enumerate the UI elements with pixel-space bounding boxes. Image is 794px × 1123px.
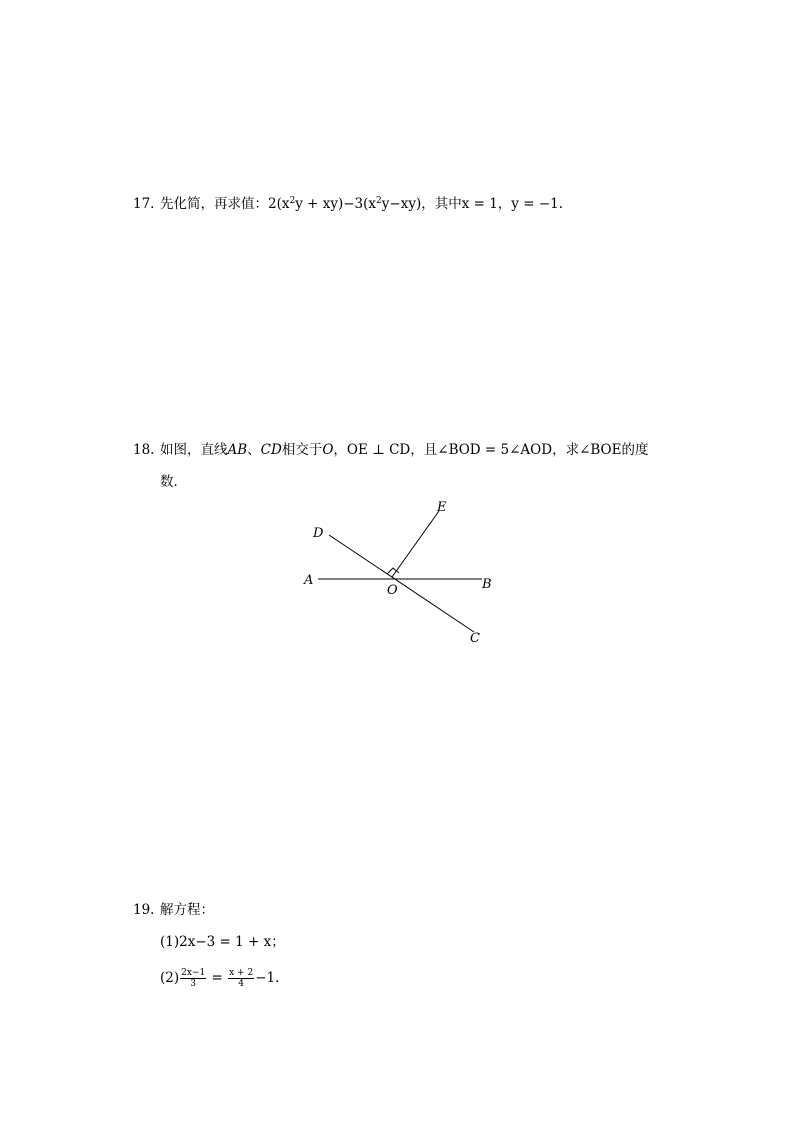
question-18-continuation: 数． — [160, 474, 187, 490]
question-17-intro: 先化简，再求值： — [160, 196, 268, 212]
question-17-expr-b: y + xy)−3(x — [295, 196, 377, 212]
equals-sign: = — [207, 970, 228, 986]
label-d: D — [313, 526, 324, 541]
question-18-number: 18. — [133, 442, 155, 458]
point-o-label: O — [322, 442, 334, 458]
part-2-prefix: (2) — [160, 970, 180, 986]
question-18-separator: 、 — [247, 442, 261, 458]
ray-oe — [392, 511, 439, 577]
line-dc — [329, 535, 474, 632]
fraction-left — [180, 968, 206, 989]
label-e: E — [437, 500, 447, 515]
question-17 — [133, 191, 563, 214]
geometry-figure — [296, 495, 506, 647]
label-o: O — [387, 583, 398, 598]
question-17-exponent-1: 2 — [289, 196, 296, 206]
line-ab-label: AB — [227, 442, 248, 458]
fraction-right-numerator: x + 2 — [229, 968, 254, 978]
fraction-right-denominator: 4 — [238, 979, 245, 989]
label-c: C — [470, 631, 480, 646]
question-19-part-1: (1)2x−3 = 1 + x； — [160, 934, 285, 950]
question-17-expr-c: y−xy)，其中x = 1，y = −1. — [381, 196, 564, 212]
question-18-text-2: 相交于 — [281, 442, 323, 458]
fraction-left-denominator: 3 — [190, 979, 197, 989]
question-19 — [133, 900, 214, 920]
label-b: B — [482, 577, 492, 592]
line-cd-label: CD — [260, 442, 282, 458]
question-19-part-2 — [160, 968, 279, 989]
question-17-exponent-2: 2 — [376, 196, 382, 206]
question-18-text-3: ，OE ⊥ CD，且∠BOD = 5∠AOD，求∠BOE的度 — [333, 442, 649, 458]
fraction-left-numerator: 2x−1 — [181, 968, 206, 978]
fraction-right — [228, 968, 254, 989]
question-17-number: 17. — [133, 196, 155, 212]
question-17-expr-a: 2(x — [268, 196, 290, 212]
label-a: A — [304, 573, 314, 588]
question-18 — [133, 440, 648, 460]
part-2-suffix: −1. — [255, 970, 280, 986]
question-19-title: 解方程： — [160, 902, 214, 918]
question-18-text-1: 如图，直线 — [160, 442, 228, 458]
question-19-number: 19. — [133, 902, 155, 918]
